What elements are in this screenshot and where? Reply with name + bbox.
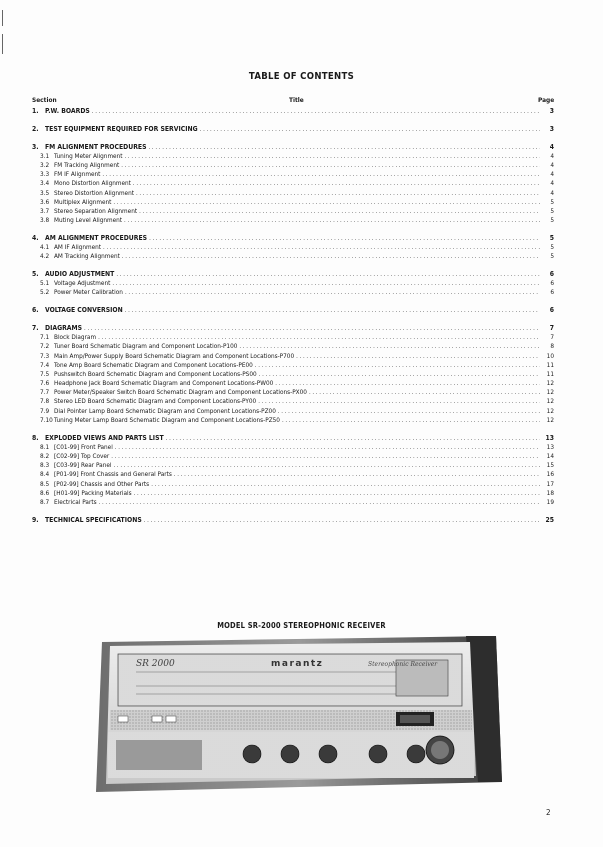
leader-dots bbox=[124, 216, 540, 225]
leader-dots bbox=[144, 516, 540, 525]
toc-number: 3.7 bbox=[40, 206, 50, 215]
toc-title: Power Meter/Speaker Switch Board Schematic Diagram and Component Locations-PX00 bbox=[54, 388, 307, 397]
leader-dots bbox=[98, 333, 540, 342]
toc-page: 13 bbox=[545, 433, 554, 442]
toc-subsection-row bbox=[32, 252, 554, 261]
toc-page: 12 bbox=[546, 406, 554, 415]
toc-title: TEST EQUIPMENT REQUIRED FOR SERVICING bbox=[45, 124, 198, 133]
toc-page: 14 bbox=[546, 451, 554, 460]
toc-section-row bbox=[32, 306, 554, 315]
toc-title: AM ALIGNMENT PROCEDURES bbox=[45, 233, 148, 242]
leader-dots bbox=[258, 397, 540, 406]
toc-number: 7. bbox=[32, 323, 39, 332]
leader-dots bbox=[112, 279, 540, 288]
leader-dots bbox=[102, 170, 540, 179]
toc-page: 6 bbox=[550, 279, 554, 288]
leader-dots bbox=[200, 125, 540, 134]
toc-number: 5.2 bbox=[40, 288, 50, 297]
toc-section-row bbox=[32, 270, 554, 279]
toc-title: P.W. BOARDS bbox=[45, 107, 90, 115]
scan-margin-mark bbox=[2, 34, 3, 54]
brand-logo: marantz bbox=[271, 659, 324, 669]
toc-page: 12 bbox=[546, 379, 554, 388]
model-script-logo: SR 2000 bbox=[136, 659, 175, 669]
toc-number: 8.2 bbox=[40, 451, 50, 460]
toc-number: 2. bbox=[32, 124, 39, 133]
toc-page: 17 bbox=[546, 479, 554, 488]
toc-subsection-row bbox=[32, 288, 554, 297]
toc-subsection-row bbox=[32, 470, 554, 479]
toc-page: 11 bbox=[546, 369, 554, 378]
leader-dots bbox=[149, 143, 541, 152]
section-spacer bbox=[32, 261, 554, 270]
toc-number: 3.1 bbox=[40, 151, 50, 160]
toc-title: Main Amp/Power Supply Board Schematic Diagram and Component Locations-P700 bbox=[54, 351, 295, 360]
toc-number: 3.3 bbox=[40, 170, 50, 179]
scan-margin-mark bbox=[2, 10, 3, 26]
leader-dots bbox=[278, 407, 540, 416]
leader-dots bbox=[125, 152, 541, 161]
toc-title: AUDIO ADJUSTMENT bbox=[45, 270, 115, 278]
toc-title: Tuning Meter Alignment bbox=[54, 151, 123, 160]
toc-title: Tone Amp Board Schematic Diagram and Component Locations-PE00 bbox=[54, 360, 253, 369]
toc-page: 4 bbox=[550, 170, 554, 179]
toc-subsection-row bbox=[32, 443, 554, 452]
toc-subsection-row bbox=[32, 170, 554, 179]
section-spacer bbox=[32, 225, 554, 234]
toc-number: 3. bbox=[32, 142, 39, 151]
toc-page: 5 bbox=[549, 233, 554, 242]
toc-subsection-row bbox=[32, 407, 554, 416]
toc-section-row bbox=[32, 143, 554, 152]
leader-dots bbox=[259, 370, 540, 379]
toc-title: AM IF Alignment bbox=[54, 243, 102, 252]
toc-title: Electrical Parts bbox=[54, 497, 97, 506]
section-spacer bbox=[32, 298, 554, 307]
toc-title: Voltage Adjustment bbox=[54, 279, 111, 288]
page-title: TABLE OF CONTENTS bbox=[248, 71, 355, 82]
toc-number: 7.2 bbox=[40, 342, 50, 351]
toc-page: 4 bbox=[550, 151, 554, 160]
toc-subsection-row bbox=[32, 480, 554, 489]
toc-title: Multiplex Alignment bbox=[54, 197, 112, 206]
toc-page: 4 bbox=[550, 160, 554, 169]
toc-subsection-row bbox=[32, 452, 554, 461]
toc-number: 7.7 bbox=[40, 388, 50, 397]
toc-title: FM ALIGNMENT PROCEDURES bbox=[45, 142, 147, 151]
toc-number: 7.5 bbox=[40, 369, 50, 378]
toc-page: 12 bbox=[546, 415, 554, 424]
leader-dots bbox=[309, 388, 540, 397]
toc-page: 3 bbox=[549, 124, 554, 133]
page-header: Page bbox=[538, 96, 555, 104]
toc-number: 3.8 bbox=[40, 216, 50, 225]
toc-number: 4.1 bbox=[40, 243, 50, 252]
section-spacer bbox=[32, 315, 554, 324]
section-spacer bbox=[32, 134, 554, 143]
toc-page: 13 bbox=[546, 442, 554, 451]
toc-title: [C03-99] Rear Panel bbox=[54, 461, 112, 470]
toc-section-row bbox=[32, 434, 554, 443]
toc-subsection-row bbox=[32, 216, 554, 225]
toc-page: 8 bbox=[550, 342, 554, 351]
leader-dots bbox=[84, 324, 540, 333]
toc-subsection-row bbox=[32, 498, 554, 507]
toc-subsection-row bbox=[32, 243, 554, 252]
toc-number: 4. bbox=[32, 233, 39, 242]
leader-dots bbox=[99, 498, 540, 507]
section-header: Section bbox=[32, 96, 57, 104]
toc-number: 3.6 bbox=[40, 197, 50, 206]
toc-section-row bbox=[32, 324, 554, 333]
leader-dots bbox=[239, 342, 540, 351]
toc-number: 8. bbox=[32, 433, 39, 442]
toc-number: 8.7 bbox=[40, 497, 50, 506]
toc-number: 7.10 bbox=[40, 415, 53, 424]
leader-dots bbox=[92, 107, 540, 116]
toc-subsection-row bbox=[32, 361, 554, 370]
toc-number: 4.2 bbox=[40, 252, 50, 261]
toc-page: 5 bbox=[550, 243, 554, 252]
leader-dots bbox=[282, 416, 540, 425]
toc-title: DIAGRAMS bbox=[45, 323, 83, 332]
toc-subsection-row bbox=[32, 416, 554, 425]
toc-number: 7.8 bbox=[40, 397, 50, 406]
toc-subsection-row bbox=[32, 279, 554, 288]
toc-page: 15 bbox=[546, 461, 554, 470]
toc-subsection-row bbox=[32, 342, 554, 351]
toc-title: Block Diagram bbox=[54, 333, 97, 342]
leader-dots bbox=[151, 480, 540, 489]
toc-number: 7.1 bbox=[40, 333, 50, 342]
toc-page: 3 bbox=[549, 107, 554, 115]
toc-number: 3.5 bbox=[40, 188, 50, 197]
toc-title: Tuner Board Schematic Diagram and Component Location-P100 bbox=[54, 342, 238, 351]
section-spacer bbox=[32, 116, 554, 125]
toc-number: 1. bbox=[32, 107, 39, 115]
title-header: Title bbox=[289, 96, 304, 104]
leader-dots bbox=[275, 379, 540, 388]
toc-number: 5. bbox=[32, 270, 39, 278]
toc-page: 5 bbox=[550, 206, 554, 215]
page-number: 2 bbox=[546, 808, 551, 817]
toc-title: TECHNICAL SPECIFICATIONS bbox=[45, 515, 142, 524]
toc-title: [H01-99] Packing Materials bbox=[54, 488, 132, 497]
leader-dots bbox=[133, 179, 540, 188]
leader-dots bbox=[255, 361, 540, 370]
toc-title: Stereo LED Board Schematic Diagram and Component Locations-PY00 bbox=[54, 397, 257, 406]
toc-page: 18 bbox=[546, 488, 554, 497]
toc-subsection-row bbox=[32, 207, 554, 216]
toc-title: Tuning Meter Lamp Board Schematic Diagram and Component Locations-PZ50 bbox=[54, 415, 280, 424]
toc-page: 4 bbox=[550, 179, 554, 188]
toc-title: AM Tracking Alignment bbox=[54, 252, 120, 261]
toc-page: 16 bbox=[546, 470, 554, 479]
leader-dots bbox=[134, 489, 540, 498]
toc-page: 4 bbox=[549, 142, 554, 151]
toc-title: [P01-99] Front Chassis and General Parts bbox=[54, 470, 172, 479]
toc-title: Stereo Separation Alignment bbox=[54, 206, 138, 215]
leader-dots bbox=[166, 434, 540, 443]
toc-number: 6. bbox=[32, 306, 39, 315]
toc-number: 8.4 bbox=[40, 470, 50, 479]
leader-dots bbox=[111, 452, 540, 461]
leader-dots bbox=[103, 243, 540, 252]
toc-page: 11 bbox=[546, 360, 554, 369]
toc-subsection-row bbox=[32, 370, 554, 379]
leader-dots bbox=[139, 207, 540, 216]
toc-page: 5 bbox=[550, 216, 554, 225]
toc-subsection-row bbox=[32, 189, 554, 198]
toc-title: FM IF Alignment bbox=[54, 170, 101, 179]
table-of-contents bbox=[32, 107, 554, 525]
leader-dots bbox=[116, 270, 540, 279]
toc-number: 8.6 bbox=[40, 488, 50, 497]
section-spacer bbox=[32, 425, 554, 434]
script-label-logo: Stereophonic Receiver bbox=[368, 661, 438, 668]
toc-subsection-row bbox=[32, 388, 554, 397]
leader-dots bbox=[125, 288, 540, 297]
toc-number: 7.3 bbox=[40, 351, 50, 360]
leader-dots bbox=[125, 306, 540, 315]
toc-page: 4 bbox=[550, 188, 554, 197]
toc-subsection-row bbox=[32, 152, 554, 161]
toc-section-row bbox=[32, 107, 554, 116]
photo-caption: MODEL SR-2000 STEREOPHONIC RECEIVER bbox=[217, 621, 386, 630]
toc-title: [P02-99] Chassis and Other Parts bbox=[54, 479, 150, 488]
toc-page: 5 bbox=[550, 252, 554, 261]
toc-page: 19 bbox=[546, 497, 554, 506]
toc-section-row bbox=[32, 234, 554, 243]
leader-dots bbox=[149, 234, 540, 243]
toc-title: [C01-99] Front Panel bbox=[54, 442, 113, 451]
toc-number: 8.5 bbox=[40, 479, 50, 488]
toc-subsection-row bbox=[32, 461, 554, 470]
toc-page: 6 bbox=[550, 288, 554, 297]
toc-section-row bbox=[32, 516, 554, 525]
toc-page: 10 bbox=[546, 351, 554, 360]
toc-section-row bbox=[32, 125, 554, 134]
toc-page: 6 bbox=[549, 270, 554, 278]
toc-subsection-row bbox=[32, 352, 554, 361]
toc-subsection-row bbox=[32, 489, 554, 498]
toc-page: 12 bbox=[546, 397, 554, 406]
leader-dots bbox=[122, 252, 540, 261]
toc-page: 7 bbox=[549, 323, 554, 332]
toc-page: 25 bbox=[545, 515, 554, 524]
toc-page: 5 bbox=[550, 197, 554, 206]
toc-title: Dial Pointer Lamp Board Schematic Diagram and Component Locations-PZ00 bbox=[54, 406, 276, 415]
toc-title: Power Meter Calibration bbox=[54, 288, 123, 297]
toc-subsection-row bbox=[32, 379, 554, 388]
toc-number: 7.9 bbox=[40, 406, 50, 415]
toc-number: 8.3 bbox=[40, 461, 50, 470]
toc-number: 9. bbox=[32, 515, 39, 524]
toc-subsection-row bbox=[32, 198, 554, 207]
section-spacer bbox=[32, 507, 554, 516]
toc-title: Mono Distortion Alignment bbox=[54, 179, 131, 188]
toc-subsection-row bbox=[32, 333, 554, 342]
toc-title: Muting Level Alignment bbox=[54, 216, 123, 225]
leader-dots bbox=[121, 161, 540, 170]
leader-dots bbox=[113, 198, 540, 207]
leader-dots bbox=[136, 189, 540, 198]
toc-page: 7 bbox=[550, 333, 554, 342]
toc-number: 3.4 bbox=[40, 179, 50, 188]
toc-title: EXPLODED VIEWS AND PARTS LIST bbox=[45, 433, 164, 442]
toc-page: 6 bbox=[549, 306, 554, 315]
toc-title: FM Tracking Alignment bbox=[54, 160, 120, 169]
toc-number: 7.6 bbox=[40, 379, 50, 388]
toc-number: 7.4 bbox=[40, 360, 50, 369]
toc-subsection-row bbox=[32, 161, 554, 170]
toc-page: 12 bbox=[546, 388, 554, 397]
toc-title: [C02-99] Top Cover bbox=[54, 451, 110, 460]
toc-subsection-row bbox=[32, 179, 554, 188]
toc-number: 8.1 bbox=[40, 442, 50, 451]
toc-title: Stereo Distortion Alignment bbox=[54, 188, 134, 197]
toc-title: VOLTAGE CONVERSION bbox=[45, 306, 123, 315]
toc-number: 3.2 bbox=[40, 160, 50, 169]
toc-number: 5.1 bbox=[40, 279, 50, 288]
receiver-photo bbox=[96, 632, 506, 802]
toc-title: Headphone Jack Board Schematic Diagram and Component Locations-PW00 bbox=[54, 379, 274, 388]
leader-dots bbox=[113, 461, 540, 470]
leader-dots bbox=[174, 470, 540, 479]
leader-dots bbox=[296, 352, 540, 361]
leader-dots bbox=[115, 443, 540, 452]
toc-title: Pushswitch Board Schematic Diagram and Component Locations-PS00 bbox=[54, 369, 257, 378]
toc-subsection-row bbox=[32, 397, 554, 406]
